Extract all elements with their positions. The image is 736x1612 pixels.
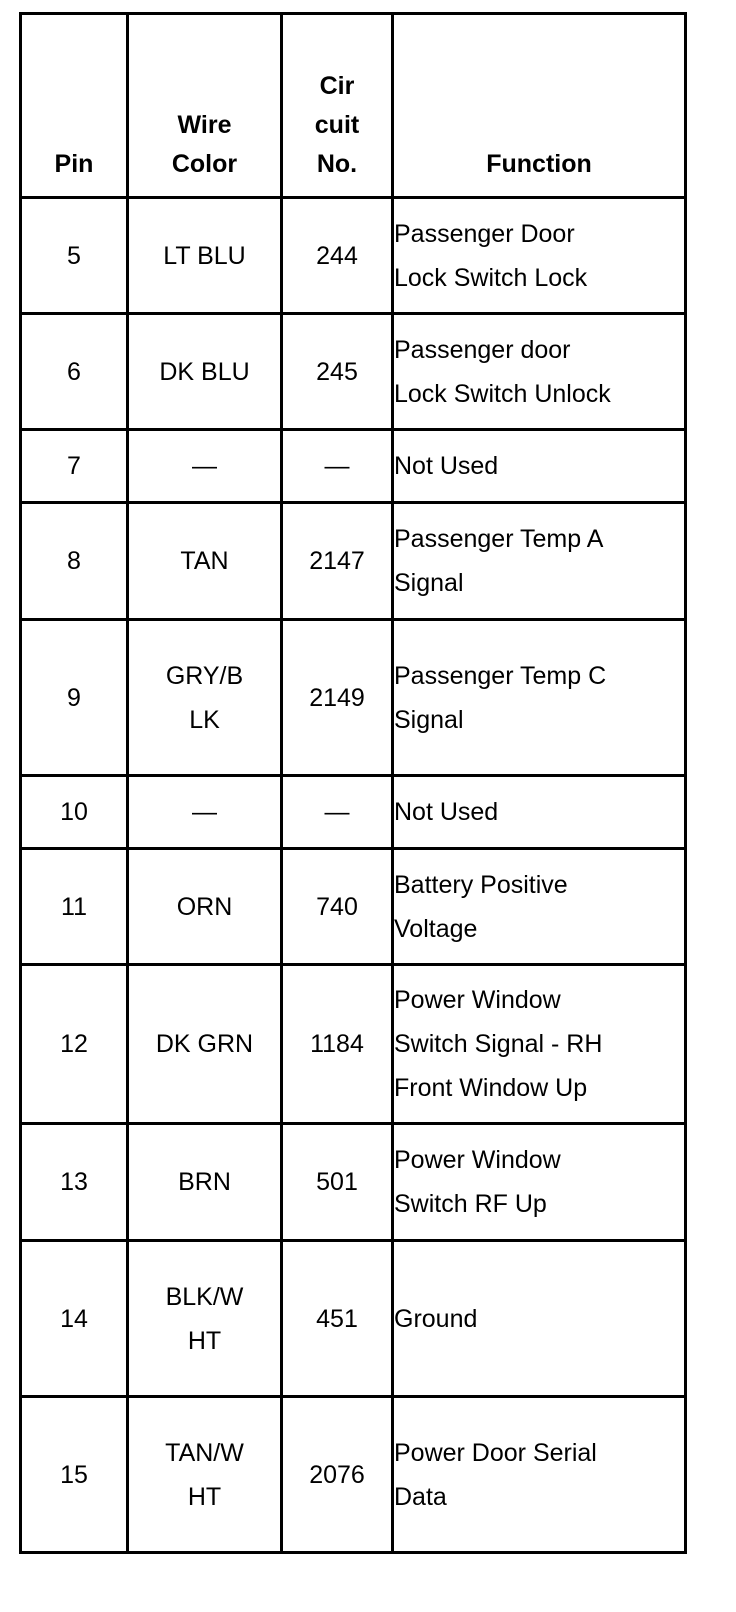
circuit-cell: 245: [282, 314, 393, 430]
wire-color-cell: LT BLU: [128, 198, 282, 314]
table-row: [21, 503, 686, 620]
circuit-cell: 2149: [282, 620, 393, 776]
function-cell: Passenger Temp A Signal: [393, 503, 686, 620]
table-row: [21, 1241, 686, 1397]
circuit-cell: 244: [282, 198, 393, 314]
circuit-cell: 501: [282, 1124, 393, 1241]
table-row: [21, 1397, 686, 1553]
function-cell: Power Window Switch RF Up: [393, 1124, 686, 1241]
wire-color-cell: ORN: [128, 849, 282, 965]
wire-color-cell: BLK/W HT: [128, 1241, 282, 1397]
header-pin: Pin: [21, 14, 128, 198]
pin-cell: 14: [21, 1241, 128, 1397]
function-cell: Passenger Door Lock Switch Lock: [393, 198, 686, 314]
circuit-cell: —: [282, 430, 393, 503]
pin-cell: 6: [21, 314, 128, 430]
wire-color-cell: BRN: [128, 1124, 282, 1241]
wire-color-cell: —: [128, 776, 282, 849]
pin-cell: 5: [21, 198, 128, 314]
wire-color-cell: —: [128, 430, 282, 503]
header-circuit-no: Cir cuit No.: [282, 14, 393, 198]
table-row: [21, 430, 686, 503]
table-row: [21, 620, 686, 776]
circuit-cell: 2147: [282, 503, 393, 620]
pin-cell: 8: [21, 503, 128, 620]
function-cell: Not Used: [393, 430, 686, 503]
table-row: [21, 776, 686, 849]
table-row: [21, 1124, 686, 1241]
table-row: [21, 198, 686, 314]
pin-cell: 13: [21, 1124, 128, 1241]
function-cell: Ground: [393, 1241, 686, 1397]
circuit-cell: 2076: [282, 1397, 393, 1553]
pin-cell: 10: [21, 776, 128, 849]
header-function: Function: [393, 14, 686, 198]
header-row: [21, 14, 686, 198]
wire-color-cell: DK GRN: [128, 965, 282, 1124]
function-cell: Not Used: [393, 776, 686, 849]
pin-table: [19, 12, 687, 1554]
function-cell: Power Window Switch Signal - RH Front Window Up: [393, 965, 686, 1124]
wire-color-cell: TAN: [128, 503, 282, 620]
wire-color-cell: TAN/W HT: [128, 1397, 282, 1553]
pin-cell: 12: [21, 965, 128, 1124]
pin-cell: 15: [21, 1397, 128, 1553]
circuit-cell: —: [282, 776, 393, 849]
circuit-cell: 740: [282, 849, 393, 965]
circuit-cell: 451: [282, 1241, 393, 1397]
function-cell: Battery Positive Voltage: [393, 849, 686, 965]
pin-cell: 7: [21, 430, 128, 503]
table-row: [21, 314, 686, 430]
table-row: [21, 965, 686, 1124]
wire-color-cell: DK BLU: [128, 314, 282, 430]
function-cell: Passenger door Lock Switch Unlock: [393, 314, 686, 430]
pin-cell: 11: [21, 849, 128, 965]
function-cell: Power Door Serial Data: [393, 1397, 686, 1553]
function-cell: Passenger Temp C Signal: [393, 620, 686, 776]
circuit-cell: 1184: [282, 965, 393, 1124]
wire-color-cell: GRY/B LK: [128, 620, 282, 776]
pin-cell: 9: [21, 620, 128, 776]
table-row: [21, 849, 686, 965]
header-wire-color: Wire Color: [128, 14, 282, 198]
